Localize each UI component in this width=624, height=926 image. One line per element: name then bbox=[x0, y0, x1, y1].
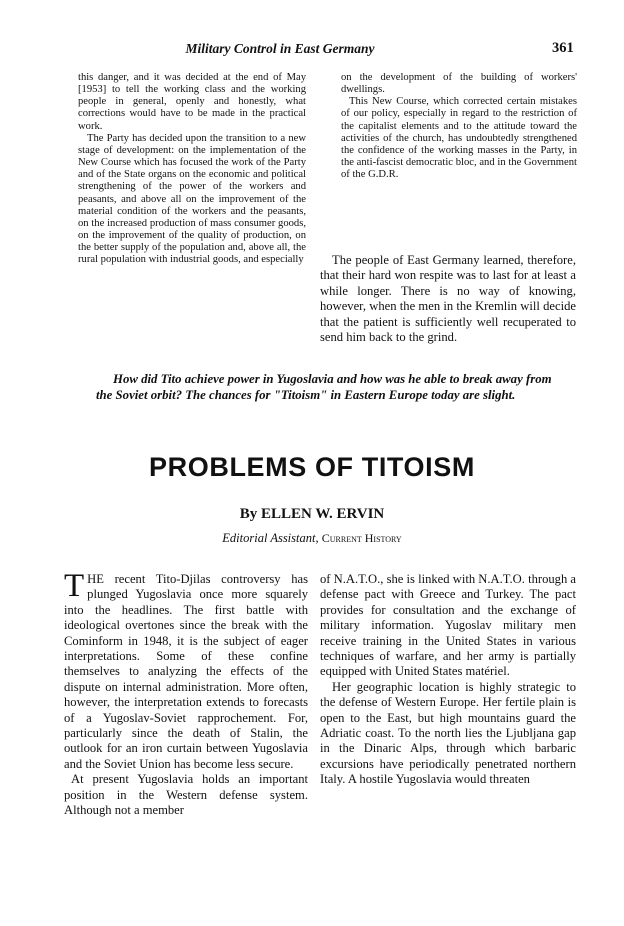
paragraph: of N.A.T.O., she is linked with N.A.T.O. through a defense pact with Greece and Turkey. The pact provides for consultation and the exchange of military information. Yugoslav military men receive training in the United States in various techniques of warfare, and her army is partially equipped with United States matériel. bbox=[320, 572, 576, 679]
drop-cap: T bbox=[64, 568, 85, 604]
paragraph-text: recent Tito-Djilas controversy has plunged Yugoslavia once more squarely into the headlines. The first battle with ideological overtones since the break with the Cominform in 1948, it is the subject of eager interpretations. Some of these confine themselves to analyzing the effects of the dispute on internal administration. More often, however, the interpretation extends to forecasts of a Yugoslav-Soviet rapprochement. For, particularly since the death of Stalin, the outlook for an iron curtain between Yugoslavia and the Soviet Union has become less secure. bbox=[64, 572, 308, 771]
lead-caps: HE bbox=[87, 572, 104, 586]
paragraph: This New Course, which corrected certain mistakes of our policy, especially in regard to the restriction of the capitalist elements and to the attitude toward the activities of the church, has undoubtedly strengthened the confidence of the working masses in the Party, in the anti-fascist democratic bloc, and in the Government of the G.D.R. bbox=[341, 96, 577, 181]
running-title: Military Control in East Germany bbox=[185, 41, 375, 56]
article-deck: How did Tito achieve power in Yugoslavia and how was he able to break away from the Soviet orbit? The chances for "Titoism" in Eastern Europe today are slight. bbox=[96, 372, 552, 402]
paragraph: on the development of the building of workers' dwellings. bbox=[341, 72, 577, 96]
page-number: 361 bbox=[552, 40, 574, 56]
paragraph: Her geographic location is highly strategic to the defense of Western Europe. Her fertile plain is open to the East, but high mountains guard the Adriatic coast. To the north lies the Ljubljana gap in the Dinaric Alps, through which barbaric excursions have periodically penetrated northern Italy. A hostile Yugoslavia would threaten bbox=[320, 679, 576, 787]
author-role: Editorial Assistant, bbox=[222, 531, 319, 545]
closing-paragraph bbox=[320, 253, 576, 345]
top-left-column bbox=[78, 72, 306, 267]
article-title: PROBLEMS OF TITOISM bbox=[149, 452, 475, 482]
byline: By ELLEN W. ERVIN bbox=[239, 506, 385, 522]
paragraph: The people of East Germany learned, therefore, that their hard won respite was to last for at least a while longer. There is no way of knowing, however, when the men in the Kremlin will decide that the patient is sufficiently well recuperated to send him back to the grind. bbox=[320, 253, 576, 345]
top-right-column bbox=[329, 72, 577, 181]
byline-role bbox=[0, 531, 624, 546]
article-right-column bbox=[320, 572, 576, 788]
journal-name: Current History bbox=[321, 531, 402, 545]
paragraph: At present Yugoslavia holds an important position in the Western defense system. Although not a member bbox=[64, 772, 308, 818]
paragraph: The Party has decided upon the transition to a new stage of development: on the implementation of the New Course which has focused the work of the Party and of the State organs on the economic and political strengthening of the power of the workers and peasants, and above all on the improvement of the material condition of the workers and the peasants, on the increased production of mass consumer goods, on the improvement of the quality of production, on the better supply of the population and, above all, the rural population with industrial goods, and especially bbox=[78, 132, 306, 266]
article-left-column bbox=[64, 568, 308, 819]
paragraph: this danger, and it was decided at the end of May [1953] to tell the working class and the working people in general, openly and honestly, what corrections would have to be made in the practical work. bbox=[78, 72, 306, 132]
paragraph bbox=[64, 568, 308, 772]
